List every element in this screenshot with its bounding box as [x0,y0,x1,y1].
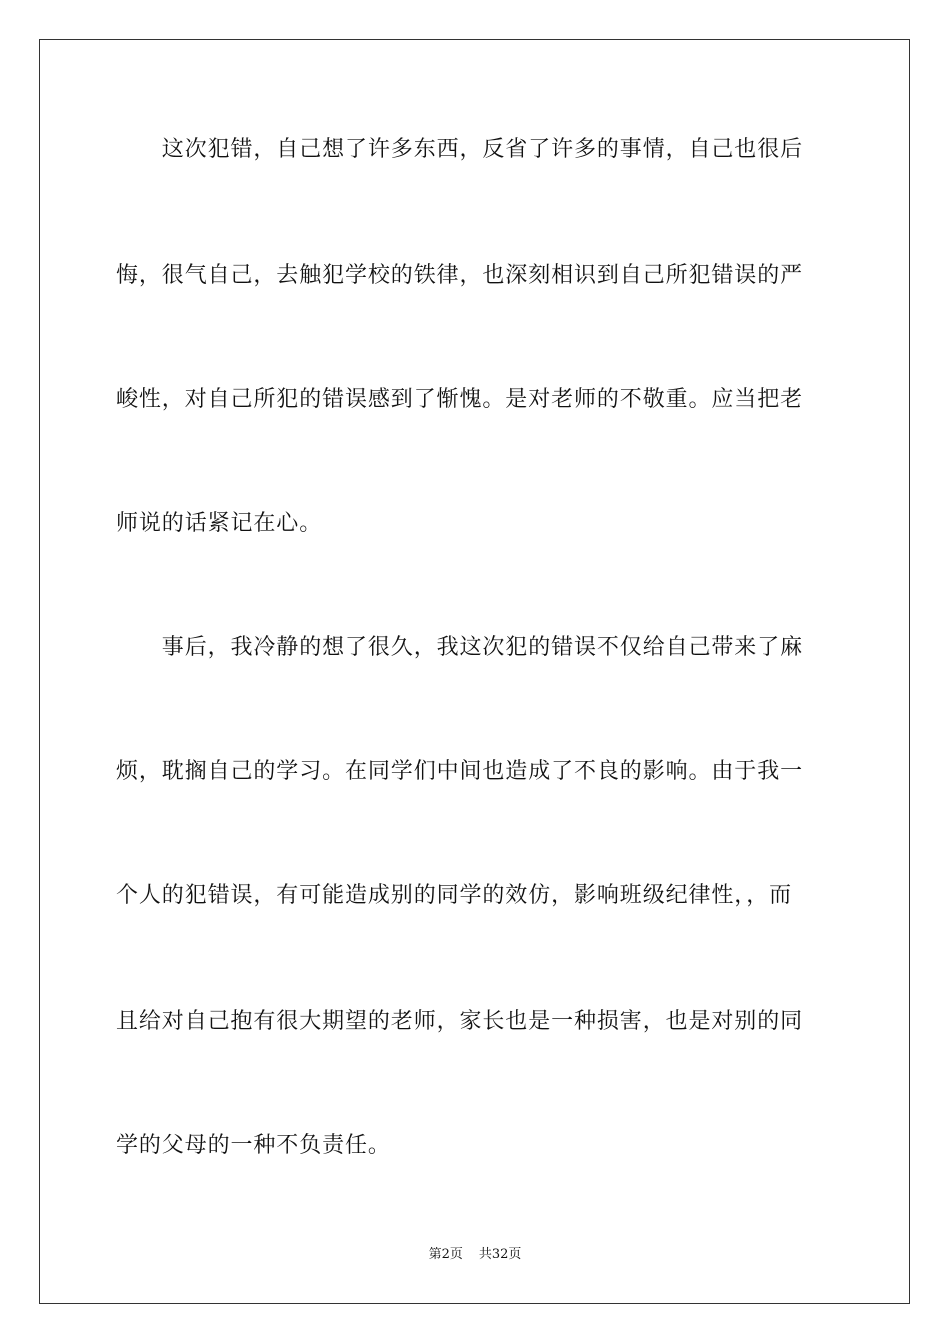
paragraph-2-line-5: 学的父母的一种不负责任。 [116,1133,391,1158]
paragraph-1-line-4: 师说的话紧记在心。 [116,511,323,536]
paragraph-1-line-2: 悔，很气自己，去触犯学校的铁律，也深刻相识到自己所犯错误的严 [116,263,804,288]
page-footer [0,1246,950,1264]
total-pages: 共32页 [478,1247,522,1262]
paragraph-2-line-3: 个人的犯错误，有可能造成别的同学的效仿，影响班级纪律性，，而 [116,883,793,908]
paragraph-1-line-3: 峻性，对自己所犯的错误感到了惭愧。是对老师的不敬重。应当把老 [116,387,804,412]
paragraph-2-line-2: 烦，耽搁自己的学习。在同学们中间也造成了不良的影响。由于我一 [116,759,804,784]
paragraph-2-line-1: 事后，我冷静的想了很久，我这次犯的错误不仅给自己带来了麻 [116,635,804,660]
paragraph-1-line-1: 这次犯错，自己想了许多东西，反省了许多的事情，自己也很后 [116,137,804,162]
page-border [39,39,910,1304]
page-number: 第2页 [428,1247,463,1262]
paragraph-2-line-4: 且给对自己抱有很大期望的老师，家长也是一种损害，也是对别的同 [116,1009,804,1034]
